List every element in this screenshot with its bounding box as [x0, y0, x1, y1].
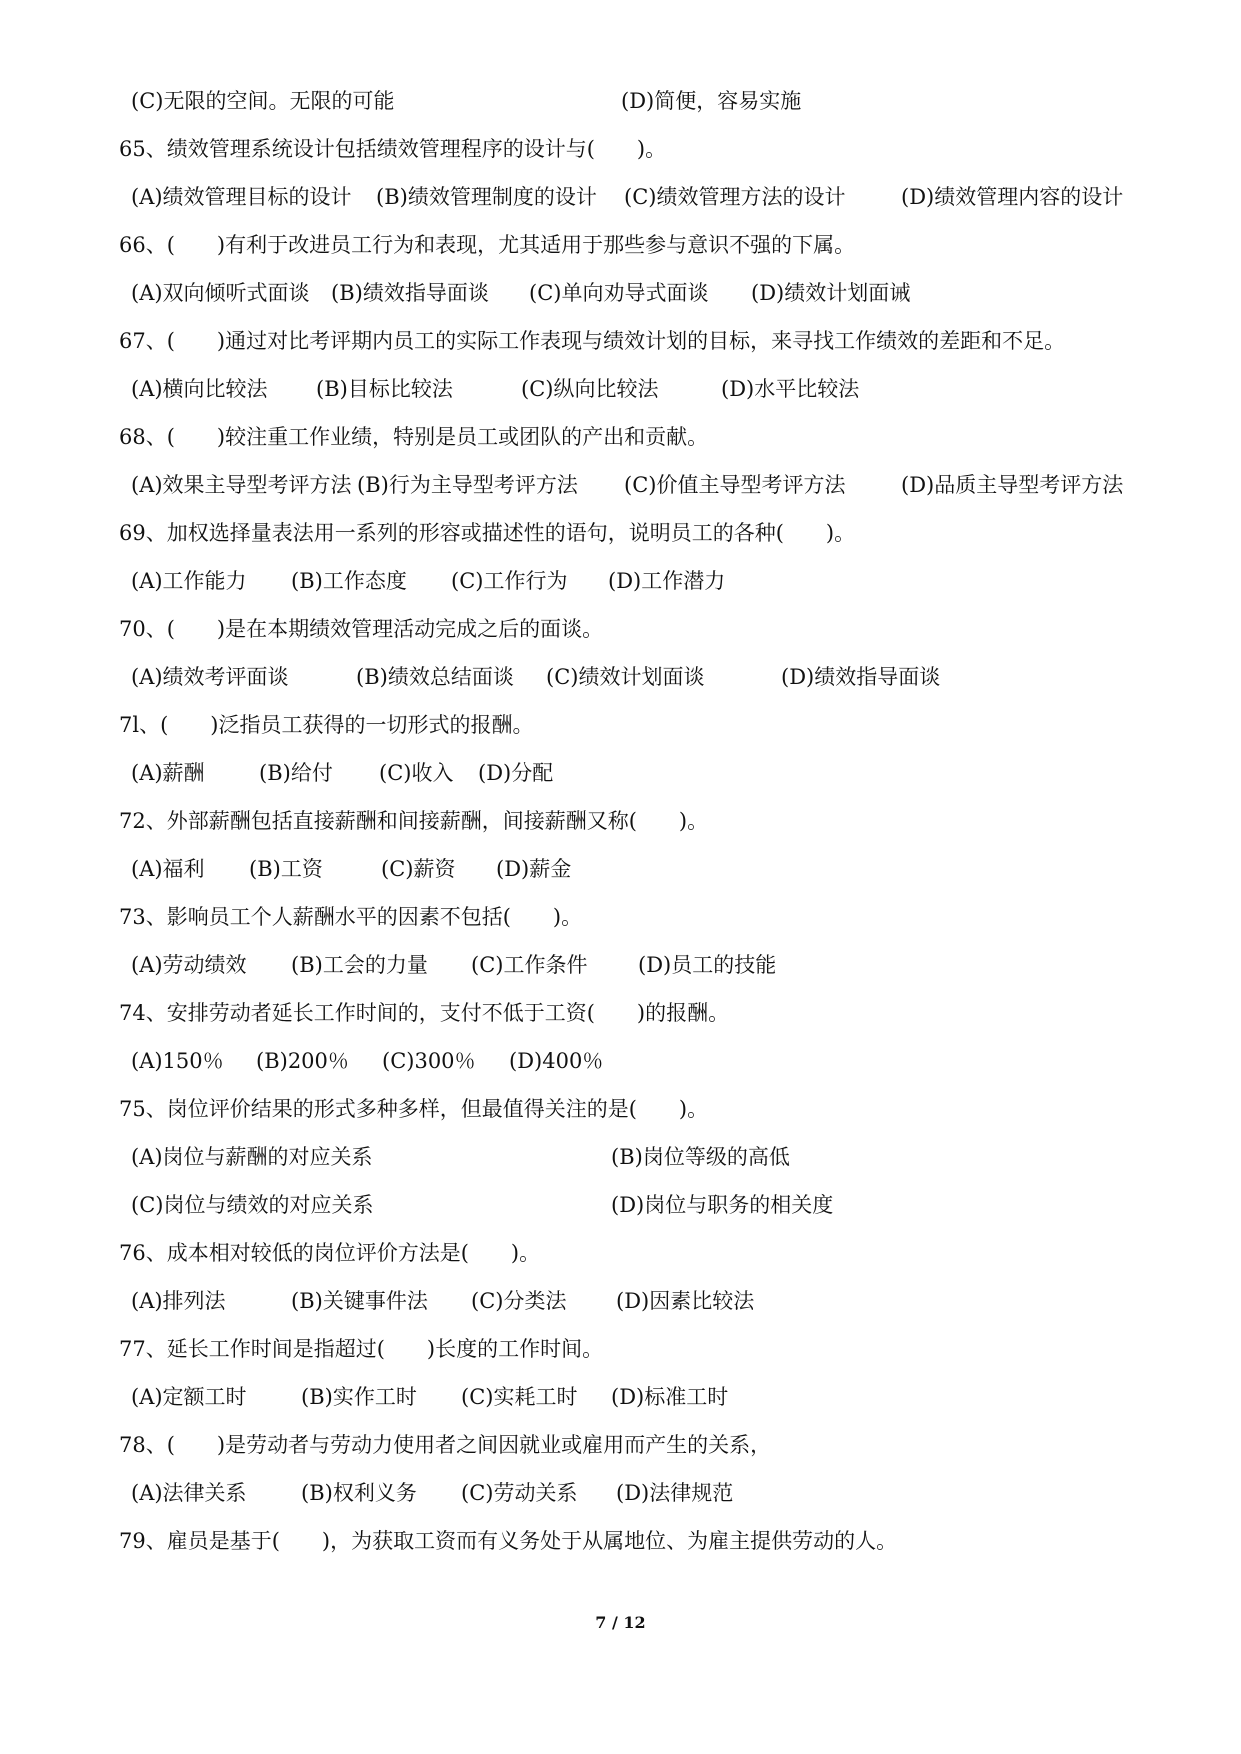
option-choice: (C)绩效管理方法的设计	[624, 185, 846, 209]
option-choice: (D)简便，容易实施	[621, 89, 802, 113]
option-choice: (D)绩效管理内容的设计	[901, 185, 1124, 209]
option-choice: (A)绩效管理目标的设计	[131, 185, 352, 209]
option-choice: (C)分类法	[471, 1289, 567, 1313]
option-choice: (B)工资	[249, 857, 323, 881]
option-choice: (A)150％	[131, 1049, 224, 1073]
option-choice: (D)分配	[478, 761, 554, 785]
option-choice: (D)法律规范	[616, 1481, 734, 1505]
option-choice: (B)实作工时	[301, 1385, 417, 1409]
option-choice: (C)劳动关系	[461, 1481, 578, 1505]
question-text: 66、( )有利于改进员工行为和表现，尤其适用于那些参与意识不强的下属。	[119, 233, 856, 257]
option-choice: (A)效果主导型考评方法	[131, 473, 352, 497]
option-choice: (D)工作潜力	[608, 569, 726, 593]
option-choice: (C)300％	[382, 1049, 476, 1073]
option-choice: (B)200％	[256, 1049, 349, 1073]
option-choice: (D)因素比较法	[616, 1289, 755, 1313]
question-text: 67、( )通过对比考评期内员工的实际工作表现与绩效计划的目标，来寻找工作绩效的差距和不足。	[119, 329, 1066, 353]
option-choice: (C)纵向比较法	[521, 377, 659, 401]
option-choice: (B)岗位等级的高低	[611, 1145, 790, 1169]
option-choice: (C)岗位与绩效的对应关系	[131, 1193, 374, 1217]
option-choice: (A)劳动绩效	[131, 953, 247, 977]
option-choice: (A)定额工时	[131, 1385, 247, 1409]
question-text: 78、( )是劳动者与劳动力使用者之间因就业或雇用而产生的关系，	[119, 1433, 772, 1457]
option-choice: (D)标准工时	[611, 1385, 729, 1409]
option-choice: (A)薪酬	[131, 761, 205, 785]
option-choice: (A)法律关系	[131, 1481, 247, 1505]
option-choice: (D)400％	[509, 1049, 604, 1073]
option-choice: (B)绩效指导面谈	[331, 281, 489, 305]
question-text: 74、安排劳动者延长工作时间的，支付不低于工资( )的报酬。	[119, 1001, 730, 1025]
question-text: 77、延长工作时间是指超过( )长度的工作时间。	[119, 1337, 604, 1361]
option-choice: (C)实耗工时	[461, 1385, 578, 1409]
option-choice: (B)工会的力量	[291, 953, 428, 977]
option-choice: (D)员工的技能	[638, 953, 777, 977]
option-choice: (A)工作能力	[131, 569, 247, 593]
question-text: 76、成本相对较低的岗位评价方法是( )。	[119, 1241, 541, 1265]
option-choice: (B)关键事件法	[291, 1289, 428, 1313]
option-choice: (A)横向比较法	[131, 377, 268, 401]
option-choice: (D)绩效指导面谈	[781, 665, 941, 689]
option-choice: (B)绩效管理制度的设计	[376, 185, 597, 209]
option-choice: (D)岗位与职务的相关度	[611, 1193, 834, 1217]
option-choice: (A)排列法	[131, 1289, 226, 1313]
question-text: 72、外部薪酬包括直接薪酬和间接薪酬，间接薪酬又称( )。	[119, 809, 709, 833]
option-choice: (D)水平比较法	[721, 377, 860, 401]
option-choice: (B)绩效总结面谈	[356, 665, 514, 689]
option-choice: (C)单向劝导式面谈	[529, 281, 709, 305]
option-choice: (D)品质主导型考评方法	[901, 473, 1124, 497]
option-choice: (B)工作态度	[291, 569, 407, 593]
page-number: 7 / 12	[595, 1613, 646, 1632]
option-choice: (C)薪资	[381, 857, 456, 881]
option-choice: (B)给付	[259, 761, 333, 785]
option-choice: (B)权利义务	[301, 1481, 417, 1505]
option-choice: (C)无限的空间。无限的可能	[131, 89, 395, 113]
option-choice: (C)绩效计划面谈	[546, 665, 705, 689]
option-choice: (A)岗位与薪酬的对应关系	[131, 1145, 373, 1169]
option-choice: (D)薪金	[496, 857, 572, 881]
option-choice: (A)福利	[131, 857, 205, 881]
question-text: 69、加权选择量表法用一系列的形容或描述性的语句，说明员工的各种( )。	[119, 521, 856, 545]
option-choice: (C)工作行为	[451, 569, 568, 593]
option-choice: (B)行为主导型考评方法	[357, 473, 578, 497]
question-text: 65、绩效管理系统设计包括绩效管理程序的设计与( )。	[119, 137, 667, 161]
question-text: 70、( )是在本期绩效管理活动完成之后的面谈。	[119, 617, 604, 641]
question-text: 75、岗位评价结果的形式多种多样，但最值得关注的是( )。	[119, 1097, 709, 1121]
option-choice: (C)工作条件	[471, 953, 588, 977]
question-text: 7l、( )泛指员工获得的一切形式的报酬。	[119, 713, 534, 737]
question-text: 79、雇员是基于( )，为获取工资而有义务处于从属地位、为雇主提供劳动的人。	[119, 1529, 898, 1553]
option-choice: (B)目标比较法	[316, 377, 453, 401]
option-choice: (C)价值主导型考评方法	[624, 473, 846, 497]
option-choice: (A)双向倾听式面谈	[131, 281, 310, 305]
option-choice: (C)收入	[379, 761, 454, 785]
option-choice: (A)绩效考评面谈	[131, 665, 289, 689]
question-text: 73、影响员工个人薪酬水平的因素不包括( )。	[119, 905, 583, 929]
option-choice: (D)绩效计划面诫	[751, 281, 911, 305]
question-text: 68、( )较注重工作业绩，特别是员工或团队的产出和贡献。	[119, 425, 709, 449]
